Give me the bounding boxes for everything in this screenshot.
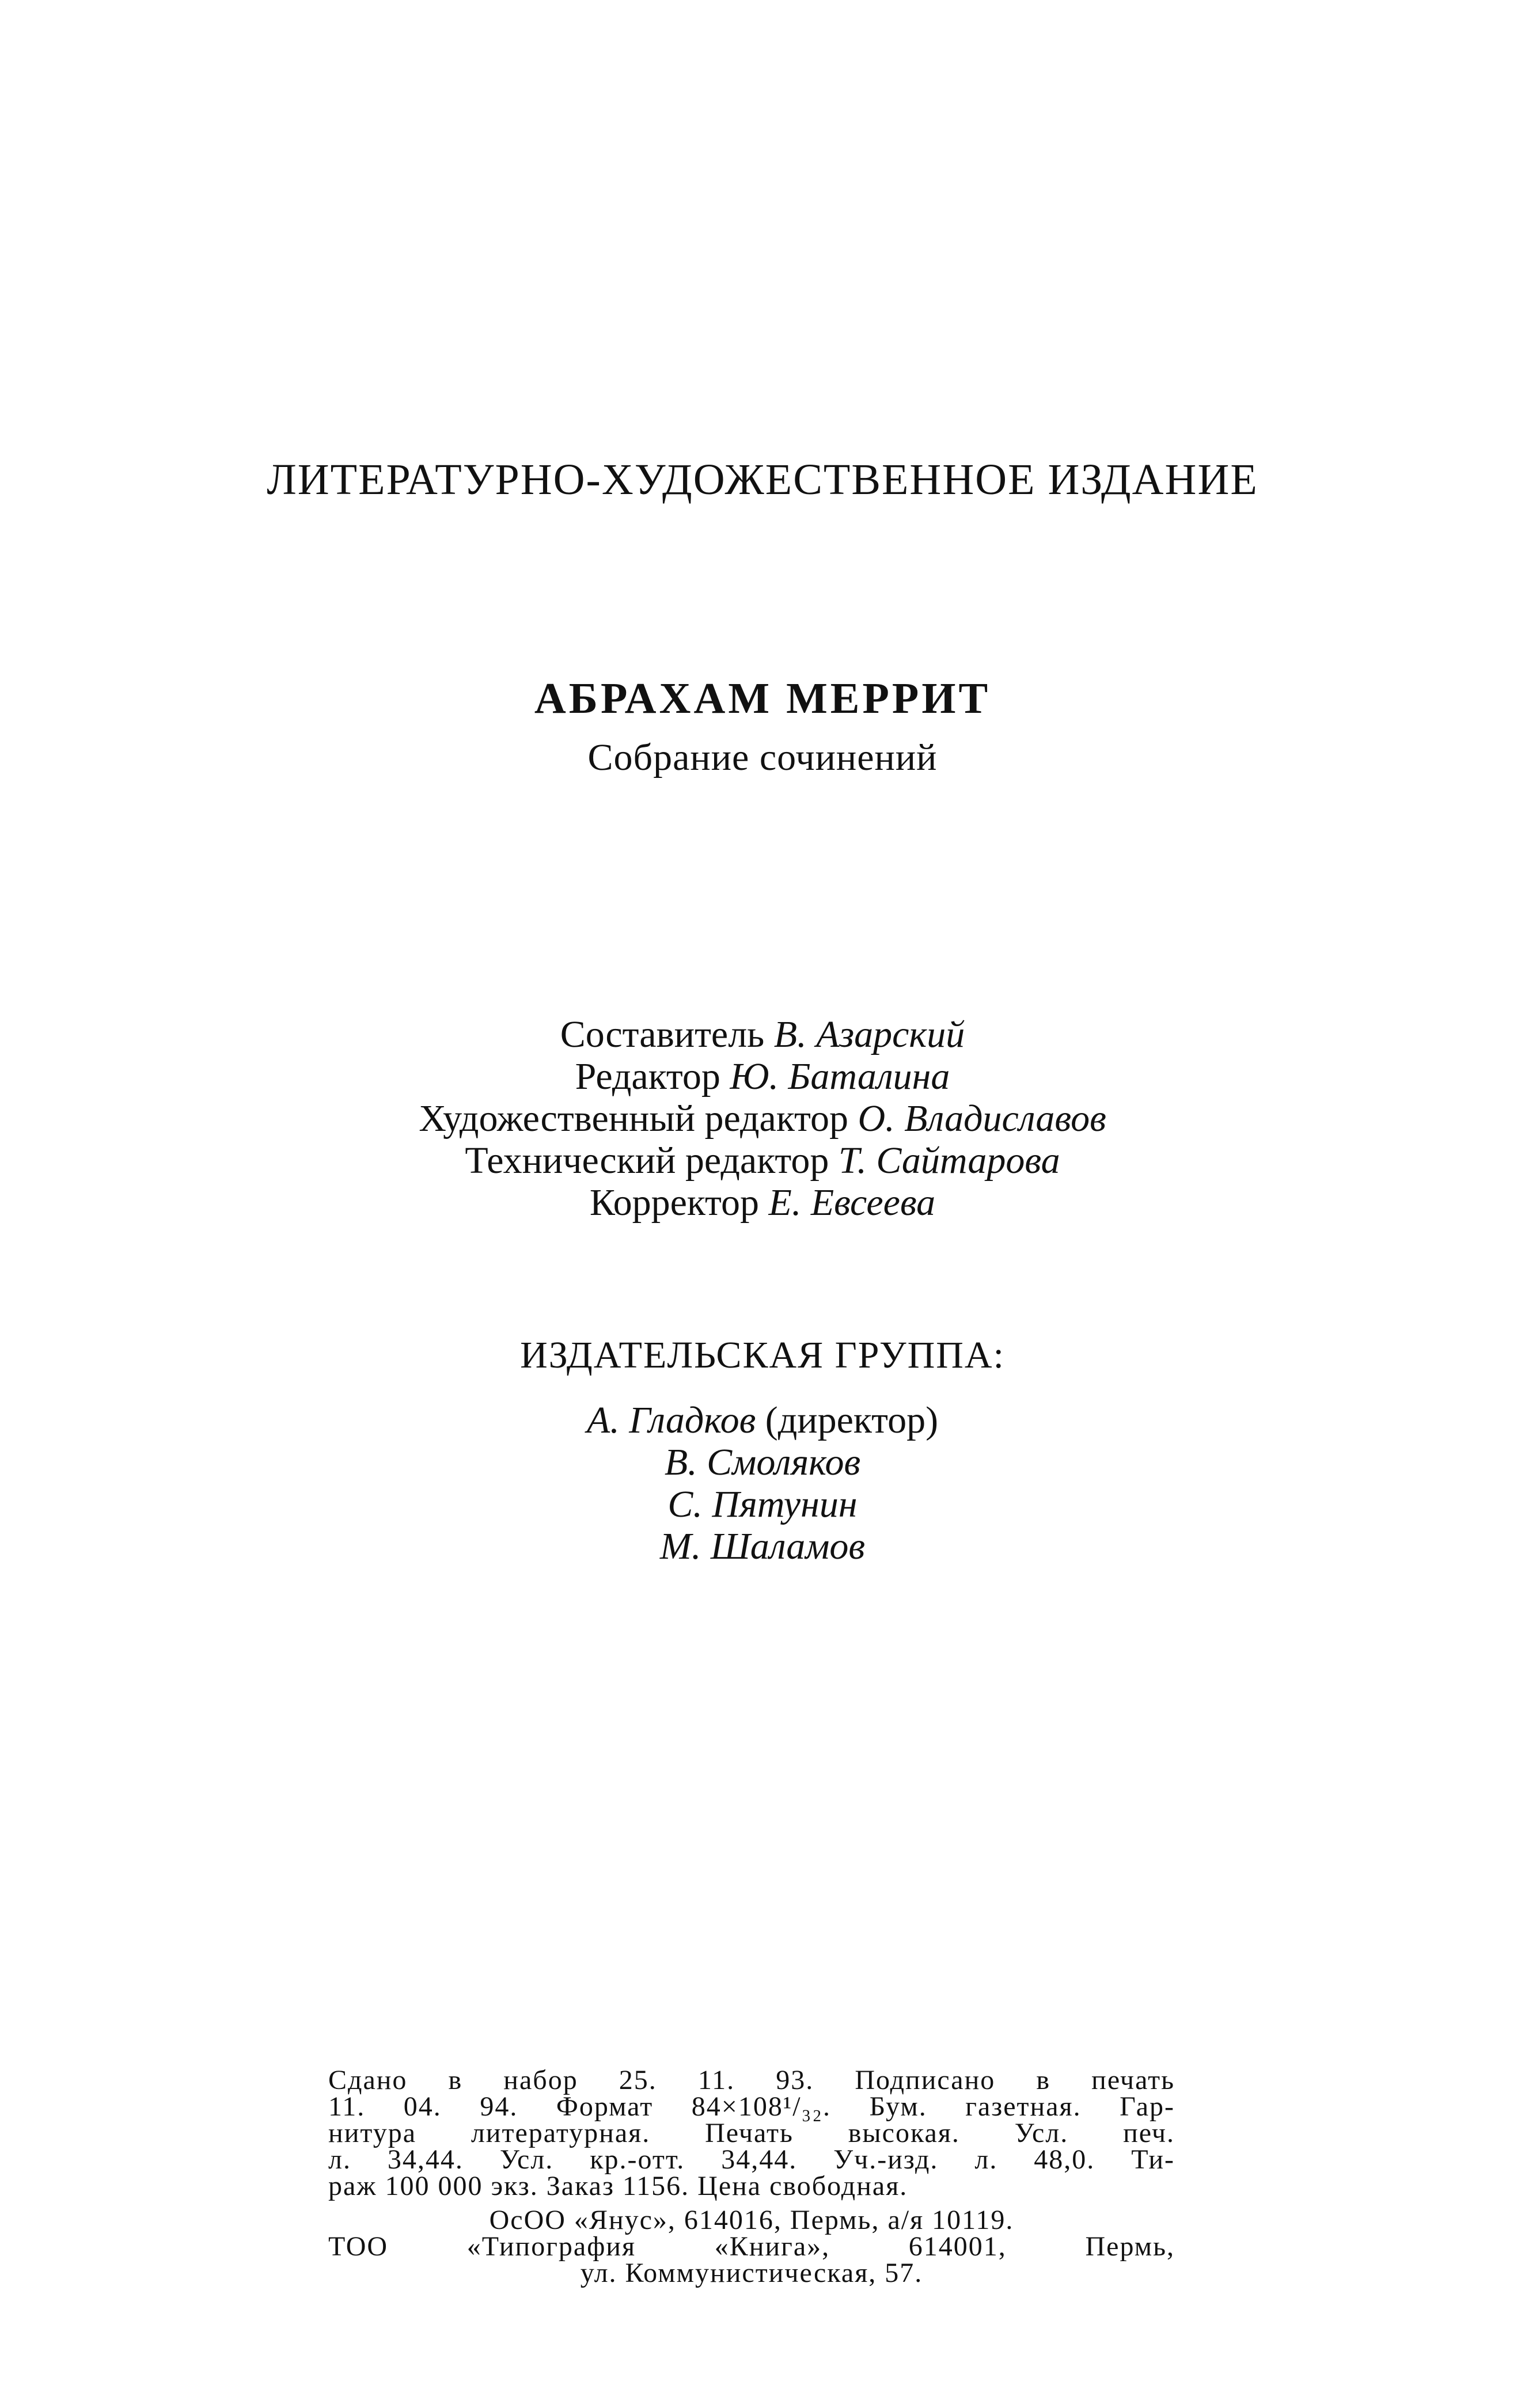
credit-role: Технический редактор <box>465 1140 829 1182</box>
group-member <box>0 1399 1525 1441</box>
member-name: В. Смоляков <box>664 1441 861 1483</box>
member-name: С. Пятунин <box>667 1483 858 1525</box>
publishing-group-heading: ИЗДАТЕЛЬСКАЯ ГРУППА: <box>520 1334 1005 1376</box>
imprint-line: л. 34,44. Усл. кр.-отт. 34,44. Уч.-изд. л. 48,0. Ти- <box>328 2144 1175 2175</box>
credit-person: О. Владиславов <box>858 1097 1106 1140</box>
imprint-line: раж 100 000 экз. Заказ 1156. Цена свободная. <box>328 2171 908 2201</box>
credit-compiler <box>0 1013 1525 1055</box>
member-note: (директор) <box>765 1399 939 1441</box>
credit-person: Т. Сайтарова <box>838 1140 1060 1182</box>
credit-person: Е. Евсеева <box>768 1182 936 1224</box>
group-member <box>0 1525 1525 1567</box>
credit-editor <box>0 1055 1525 1097</box>
printing-house: ТОО «Типография «Книга», 614001, Пермь, <box>328 2231 1175 2262</box>
credit-role: Художественный редактор <box>419 1097 849 1140</box>
group-member <box>0 1441 1525 1483</box>
printing-house-street: ул. Коммунистическая, 57. <box>580 2258 923 2288</box>
group-member <box>0 1483 1525 1525</box>
imprint-line: нитура литературная. Печать высокая. Усл. печ. <box>328 2118 1175 2148</box>
series-label: ЛИТЕРАТУРНО-ХУДОЖЕСТВЕННОЕ ИЗДАНИЕ <box>267 455 1258 504</box>
printers-block <box>328 2207 1175 2287</box>
imprint-line: Сдано в набор 25. 11. 93. Подписано в печать <box>328 2065 1175 2095</box>
credit-tech-editor <box>0 1140 1525 1182</box>
credits-block <box>0 1013 1525 1224</box>
credit-role: Составитель <box>560 1013 765 1055</box>
credit-person: В. Азарский <box>773 1013 965 1055</box>
credit-proofreader <box>0 1182 1525 1224</box>
member-name: М. Шаламов <box>659 1525 866 1567</box>
credit-role: Редактор <box>575 1055 720 1097</box>
book-author: АБРАХАМ МЕРРИТ <box>534 674 991 723</box>
credit-role: Корректор <box>589 1182 760 1224</box>
member-name: А. Гладков <box>586 1399 756 1441</box>
book-title: Собрание сочинений <box>587 736 938 778</box>
publisher-address: ОсОО «Янус», 614016, Пермь, а/я 10119. <box>489 2205 1014 2235</box>
imprint-block <box>328 2067 1175 2200</box>
imprint-line: 11. 04. 94. Формат 84×108¹/₃₂. Бум. газетная. Гар- <box>328 2091 1175 2122</box>
credit-art-editor <box>0 1097 1525 1140</box>
credit-person: Ю. Баталина <box>730 1055 950 1097</box>
publishing-group-members <box>0 1399 1525 1567</box>
